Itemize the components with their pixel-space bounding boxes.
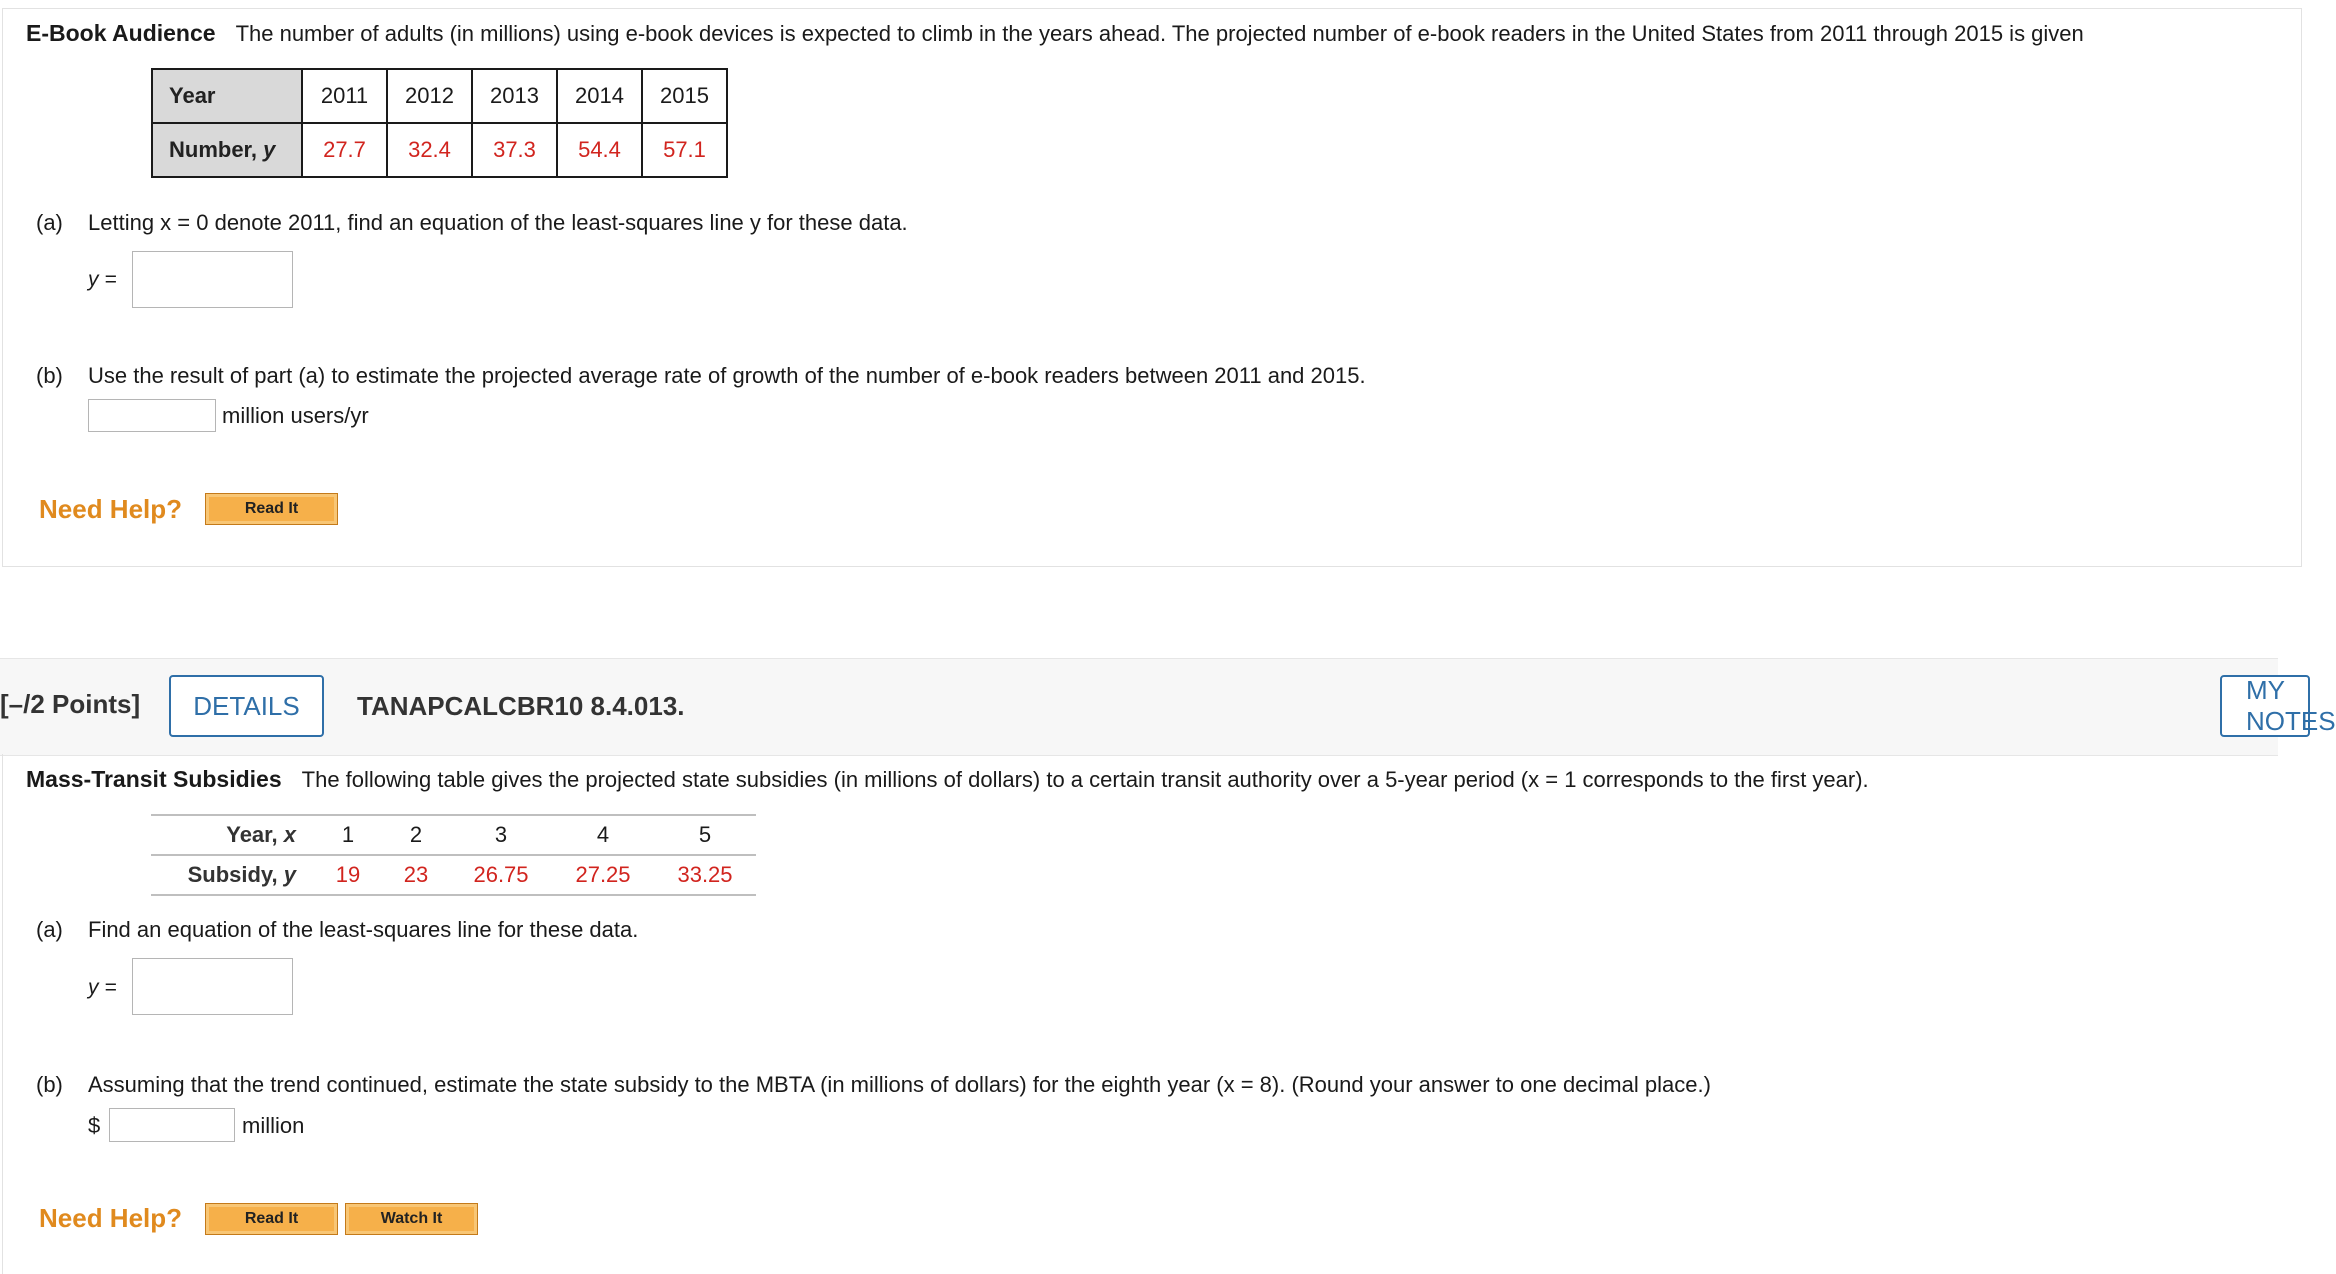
q1-intro-text: The number of adults (in millions) using e-book devices is expected to climb in the years ahead. The projected number of e-book readers in the United States from 2011 through 2015 is given (235, 21, 2084, 46)
question-2-header (0, 658, 2336, 756)
x-cell: 5 (654, 815, 756, 855)
details-button[interactable]: DETAILS (169, 675, 324, 737)
q2-part-a (36, 917, 638, 943)
x-cell: 3 (450, 815, 552, 855)
year-cell: 2015 (642, 69, 727, 123)
number-cell: 57.1 (642, 123, 727, 177)
q1-part-a-answer-input[interactable] (132, 251, 293, 308)
q2-need-help: Need Help? (39, 1203, 183, 1233)
part-b-text: Assuming that the trend continued, estimate the state subsidy to the MBTA (in millions of dollars) for the eighth year (x = 8). (Round your answer to one decimal place.) (88, 1072, 1711, 1097)
row-header-number (152, 123, 302, 177)
q1-read-it-button[interactable]: Read It (205, 493, 338, 525)
row-header-year-x (151, 815, 314, 855)
part-b-label: (b) (36, 363, 63, 388)
table-row (152, 69, 727, 123)
part-b-text: Use the result of part (a) to estimate the projected average rate of growth of the number of e-book readers between 2011 and 2015. (88, 363, 1366, 388)
y-cell: 33.25 (654, 855, 756, 895)
x-cell: 1 (314, 815, 382, 855)
q2-title: Mass-Transit Subsidies (26, 766, 282, 792)
points-label: [–/2 Points] (0, 689, 141, 719)
row-header-number-label: Number, y (169, 137, 276, 162)
part-a-label: (a) (36, 210, 63, 235)
q1-part-b (36, 363, 1366, 389)
number-cell: 32.4 (387, 123, 472, 177)
y-cell: 27.25 (552, 855, 654, 895)
q2-y-equals: y = (88, 976, 117, 999)
part-a-text: Letting x = 0 denote 2011, find an equation of the least-squares line y for these data. (88, 210, 908, 235)
part-b-label: (b) (36, 1072, 63, 1097)
ebook-data-table (151, 68, 728, 178)
number-cell: 54.4 (557, 123, 642, 177)
q2-intro-text: The following table gives the projected state subsidies (in millions of dollars) to a certain transit authority over a 5-year period (x = 1 corresponds to the first year). (301, 767, 1869, 792)
part-a-text: Find an equation of the least-squares line for these data. (88, 917, 639, 942)
q2-watch-it-button[interactable]: Watch It (345, 1203, 478, 1235)
q1-need-help: Need Help? (39, 494, 183, 524)
y-cell: 19 (314, 855, 382, 895)
q2-intro (26, 766, 1869, 793)
q1-part-b-unit: million users/yr (222, 403, 369, 428)
q1-y-equals: y = (88, 268, 117, 291)
q1-title: E-Book Audience (26, 20, 216, 46)
problem-code: TANAPCALCBR10 8.4.013. (357, 691, 685, 721)
my-notes-button[interactable]: MY NOTES (2220, 675, 2310, 737)
y-cell: 26.75 (450, 855, 552, 895)
q1-part-a (36, 210, 908, 236)
number-cell: 27.7 (302, 123, 387, 177)
year-cell: 2013 (472, 69, 557, 123)
row-header-year: Year (152, 69, 302, 123)
row-header-subsidy-y-label: Subsidy, y (187, 862, 296, 887)
year-cell: 2012 (387, 69, 472, 123)
subsidy-data-table (151, 814, 756, 896)
table-row (151, 815, 756, 855)
q2-dollar-sign: $ (88, 1113, 101, 1138)
q2-part-b (36, 1072, 1711, 1098)
q2-read-it-button[interactable]: Read It (205, 1203, 338, 1235)
number-cell: 37.3 (472, 123, 557, 177)
q1-part-b-answer-input[interactable] (88, 399, 216, 432)
y-cell: 23 (382, 855, 450, 895)
q2-part-b-answer-input[interactable] (109, 1108, 235, 1142)
part-a-label: (a) (36, 917, 63, 942)
row-header-year-x-label: Year, x (226, 822, 296, 847)
x-cell: 4 (552, 815, 654, 855)
q2-part-b-unit: million (242, 1113, 305, 1138)
table-row (152, 123, 727, 177)
year-cell: 2014 (557, 69, 642, 123)
q1-intro (26, 20, 2084, 47)
q2-part-a-answer-input[interactable] (132, 958, 293, 1015)
row-header-subsidy-y (151, 855, 314, 895)
table-row (151, 855, 756, 895)
year-cell: 2011 (302, 69, 387, 123)
x-cell: 2 (382, 815, 450, 855)
